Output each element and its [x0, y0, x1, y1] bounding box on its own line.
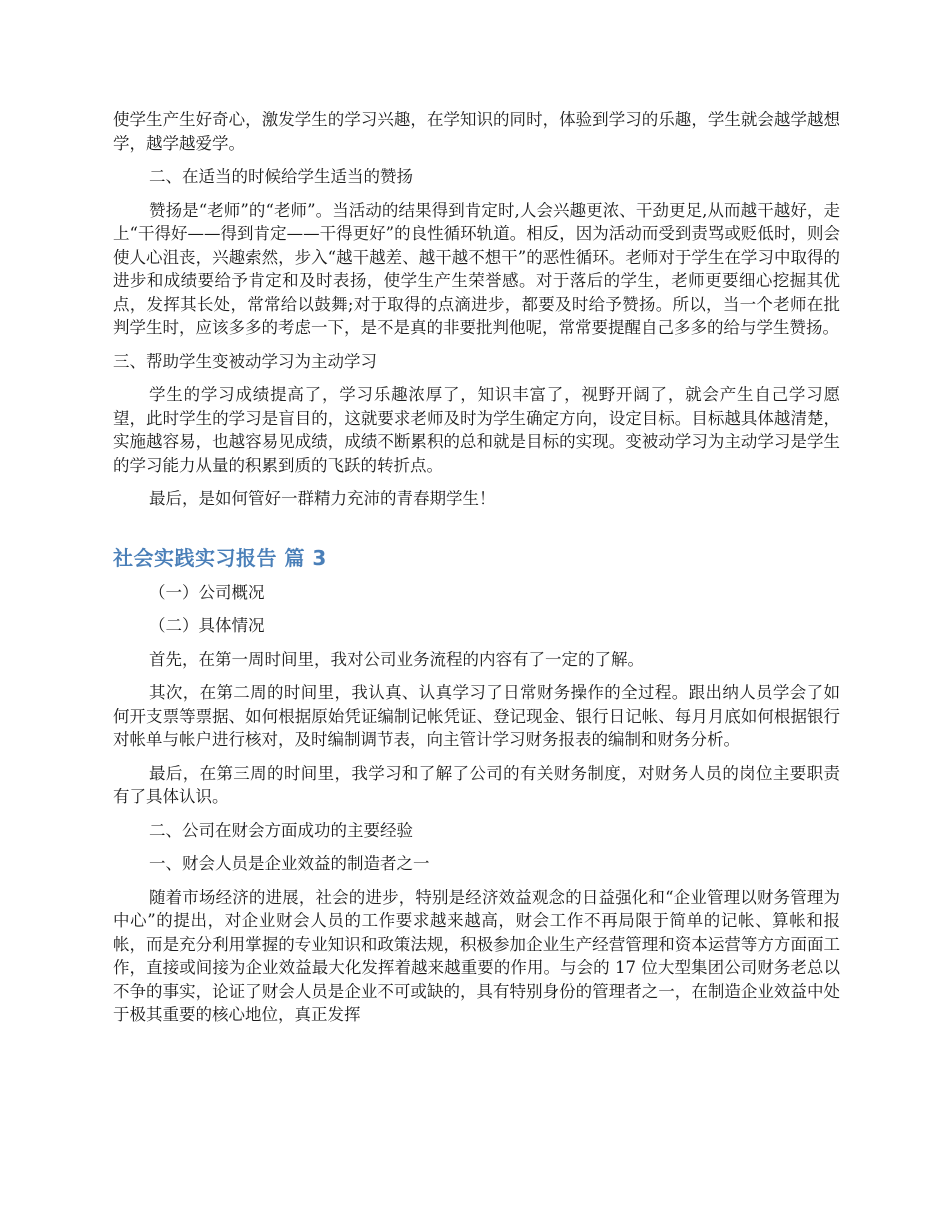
text-block-lower	[113, 581, 840, 1027]
paragraph: 二、在适当的时候给学生适当的赞扬	[149, 167, 413, 186]
paragraph: 首先，在第一周时间里，我对公司业务流程的内容有了一定的了解。	[149, 649, 644, 669]
paragraph: 最后，在第三周的时间里，我学习和了解了公司的有关财务制度，对财务人员的岗位主要职责有了具体认识。	[113, 763, 840, 806]
paragraph: 学生的学习成绩提高了，学习乐趣浓厚了，知识丰富了，视野开阔了，就会产生自己学习愿望，此时学生的学习是盲目的，这就要求老师及时为学生确定方向，设定目标。目标越具体越清楚，实施越容易，也越容易见成绩，成绩不断累积的总和就是目标的实现。变被动学习为主动学习是学生的学习能力从量的积累到质的飞跃的转折点。	[113, 385, 840, 475]
paragraph: 其次，在第二周的时间里，我认真、认真学习了日常财务操作的全过程。跟出纳人员学会了如何开支票等票据、如何根据原始凭证编制记帐凭证、登记现金、银行日记帐、每月月底如何根据银行对帐单与帐户进行核对，及时编制调节表，向主管计学习财务报表的编制和财务分析。	[113, 683, 840, 749]
paragraph: 使学生产生好奇心，激发学生的学习兴趣，在学知识的同时，体验到学习的乐趣，学生就会越学越想学，越学越爱学。	[113, 110, 840, 153]
section-title: 社会实践实习报告 篇 3	[113, 545, 327, 570]
paragraph: 二、公司在财会方面成功的主要经验	[149, 820, 413, 840]
document-body	[113, 108, 840, 1037]
paragraph: （一）公司概况	[149, 582, 265, 602]
paragraph: （二）具体情况	[149, 616, 265, 635]
paragraph: 最后，是如何管好一群精力充沛的青春期学生！	[149, 489, 496, 508]
paragraph: 一、财会人员是企业效益的制造者之一	[149, 854, 430, 873]
text-block-upper	[113, 108, 840, 511]
paragraph: 赞扬是“老师”的“老师”。当活动的结果得到肯定时,人会兴趣更浓、干劲更足,从而越干越好，走上“干得好——得到肯定——干得更好”的良性循环轨道。相反，因为活动而受到责骂或贬低时，则会使人心沮丧，兴趣索然，步入“越干越差、越干越不想干”的恶性循环。老师对于学生在学习中取得的进步和成绩要给予肯定和及时表扬，使学生产生荣誉感。对于落后的学生，老师更要细心挖掘其优点，发挥其长处，常常给以鼓舞;对于取得的点滴进步，都要及时给予赞扬。所以，当一个老师在批判学生时，应该多多的考虑一下，是不是真的非要批判他呢，常常要提醒自己多多的给与学生赞扬。	[113, 200, 840, 337]
paragraph: 随着市场经济的进展，社会的进步，特别是经济效益观念的日益强化和“企业管理以财务管理为中心”的提出，对企业财会人员的工作要求越来越高，财会工作不再局限于简单的记帐、算帐和报帐，而是充分利用掌握的专业知识和政策法规，积极参加企业生产经营管理和资本运营等方方面面工作，直接或间接为企业效益最大化发挥着越来越重要的作用。与会的 17 位大型集团公司财务老总以不争的事实，论证了财会人员是企业不可或缺的，具有特别身份的管理者之一，在制造企业效益中处于极其重要的核心地位，真正发挥	[113, 887, 840, 1024]
paragraph: 三、帮助学生变被动学习为主动学习	[113, 351, 377, 371]
